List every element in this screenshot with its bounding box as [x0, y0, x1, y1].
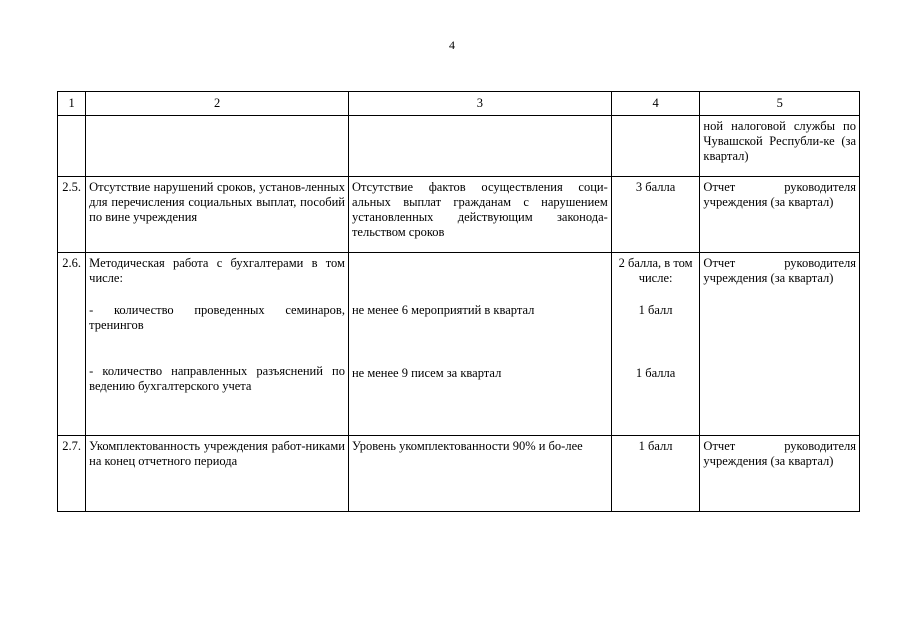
cell-source: Отчет руководителя учреждения (за квартал): [700, 253, 860, 436]
score-sub-2: 1 балла: [635, 366, 676, 380]
criteria-table: [57, 91, 860, 512]
cell-indicator: [348, 253, 611, 436]
cell-indicator: [348, 116, 611, 177]
cell-num: 2.5.: [58, 177, 86, 253]
header-col-4: 4: [611, 92, 700, 116]
cell-score: 1 балл: [611, 436, 700, 512]
cell-score: 3 балла: [611, 177, 700, 253]
cell-source: Отчет руководителя учреждения (за квартал): [700, 177, 860, 253]
cell-criterion: [86, 116, 349, 177]
table-row: [58, 253, 860, 436]
header-col-1: 1: [58, 92, 86, 116]
cell-score: [611, 116, 700, 177]
header-col-3: 3: [348, 92, 611, 116]
cell-criterion: Укомплектованность учреждения работ-никами на конец отчетного периода: [86, 436, 349, 512]
cell-criterion: Отсутствие нарушений сроков, установ-ленных для перечисления социальных выплат, пособий по вине учреждения: [86, 177, 349, 253]
cell-criterion: [86, 253, 349, 436]
header-col-2: 2: [86, 92, 349, 116]
indicator-sub-1: не менее 6 мероприятий в квартал: [351, 303, 535, 317]
score-sub-1: 1 балл: [638, 303, 673, 317]
criterion-sub-1: - количество проведенных семинаров, тренингов: [89, 303, 345, 332]
table-row: [58, 116, 860, 177]
cell-num: [58, 116, 86, 177]
table-header-row: [58, 92, 860, 116]
score-main: 2 балла, в том числе:: [618, 256, 693, 285]
criterion-main: Методическая работа с бухгалтерами в том числе:: [89, 256, 345, 285]
cell-num: 2.7.: [58, 436, 86, 512]
cell-indicator: Уровень укомплектованности 90% и бо-лее: [348, 436, 611, 512]
cell-source: ной налоговой службы по Чувашской Республи-ке (за квартал): [700, 116, 860, 177]
table-row: [58, 177, 860, 253]
criterion-sub-2: - количество направленных разъяснений по ведению бухгалтерского учета: [89, 364, 345, 393]
table-row: [58, 436, 860, 512]
indicator-main: [352, 256, 608, 303]
cell-indicator: Отсутствие фактов осуществления соци-альных выплат гражданам с нарушением установленных действующим законода-тельством сроков: [348, 177, 611, 253]
cell-source: Отчет руководителя учреждения (за квартал): [700, 436, 860, 512]
cell-num: 2.6.: [58, 253, 86, 436]
header-col-5: 5: [700, 92, 860, 116]
page-number: 4: [449, 38, 455, 52]
cell-score: [611, 253, 700, 436]
indicator-sub-2: не менее 9 писем за квартал: [351, 366, 502, 380]
